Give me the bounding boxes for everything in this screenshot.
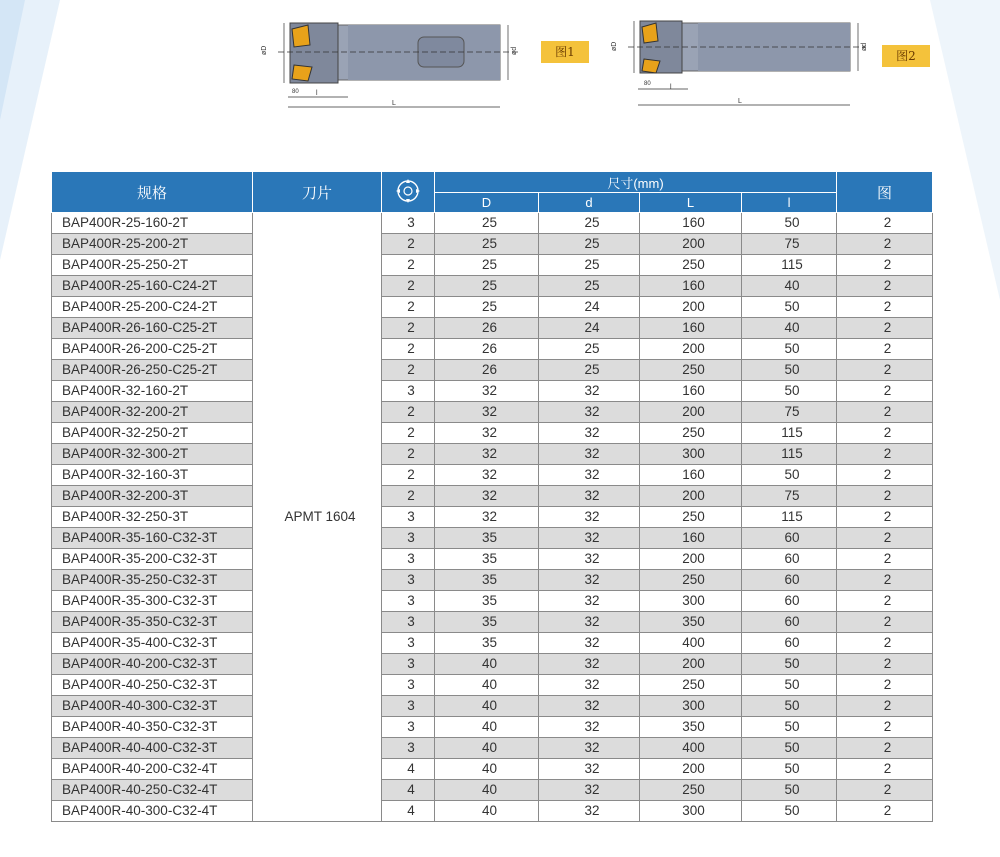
- cell-model: BAP400R-32-300-2T: [52, 444, 253, 465]
- cell-L: 400: [640, 633, 742, 654]
- cell-L: 200: [640, 759, 742, 780]
- cell-flutes: 3: [382, 381, 435, 402]
- cell-L: 160: [640, 528, 742, 549]
- header-spec: 规格: [52, 172, 253, 213]
- cell-l: 75: [742, 234, 837, 255]
- cell-figure: 2: [837, 549, 933, 570]
- cell-model: BAP400R-32-160-3T: [52, 465, 253, 486]
- cell-model: BAP400R-40-200-C32-3T: [52, 654, 253, 675]
- cell-d: 32: [539, 633, 640, 654]
- cell-d: 25: [539, 255, 640, 276]
- cell-l: 60: [742, 528, 837, 549]
- table-row: [52, 717, 933, 738]
- cell-model: BAP400R-40-250-C32-4T: [52, 780, 253, 801]
- cell-d: 25: [539, 360, 640, 381]
- cell-l: 60: [742, 612, 837, 633]
- header-dimensions: 尺寸(mm): [435, 172, 837, 193]
- flute-count-icon: [395, 178, 421, 204]
- cell-d: 32: [539, 507, 640, 528]
- cell-L: 250: [640, 507, 742, 528]
- cell-D: 25: [435, 276, 539, 297]
- cell-figure: 2: [837, 654, 933, 675]
- header-figure: 图: [837, 172, 933, 213]
- cell-flutes: 2: [382, 423, 435, 444]
- dim-d-label-2: ød: [861, 42, 868, 51]
- cell-l: 75: [742, 486, 837, 507]
- cell-figure: 2: [837, 339, 933, 360]
- cell-l: 40: [742, 276, 837, 297]
- cell-D: 35: [435, 633, 539, 654]
- table-row: [52, 255, 933, 276]
- cell-d: 32: [539, 717, 640, 738]
- cell-model: BAP400R-26-200-C25-2T: [52, 339, 253, 360]
- cell-flutes: 3: [382, 591, 435, 612]
- cell-L: 250: [640, 780, 742, 801]
- cell-l: 115: [742, 507, 837, 528]
- cell-l: 50: [742, 213, 837, 234]
- cell-flutes: 2: [382, 276, 435, 297]
- cell-model: BAP400R-40-200-C32-4T: [52, 759, 253, 780]
- cell-D: 40: [435, 654, 539, 675]
- cell-figure: 2: [837, 507, 933, 528]
- cell-L: 200: [640, 339, 742, 360]
- cell-d: 25: [539, 234, 640, 255]
- cell-d: 32: [539, 486, 640, 507]
- cell-L: 250: [640, 360, 742, 381]
- cell-d: 25: [539, 339, 640, 360]
- cell-D: 26: [435, 318, 539, 339]
- cell-model: BAP400R-40-300-C32-3T: [52, 696, 253, 717]
- cell-flutes: 2: [382, 297, 435, 318]
- dim-L-label: L: [392, 100, 396, 107]
- table-row: [52, 507, 933, 528]
- cell-model: BAP400R-32-250-3T: [52, 507, 253, 528]
- header-flutes: [382, 172, 435, 213]
- cell-l: 60: [742, 591, 837, 612]
- cell-figure: 2: [837, 465, 933, 486]
- cell-L: 200: [640, 402, 742, 423]
- table-row: [52, 360, 933, 381]
- cell-l: 50: [742, 675, 837, 696]
- table-row: [52, 696, 933, 717]
- figure-2-label: 图2: [882, 45, 930, 67]
- cell-l: 75: [742, 402, 837, 423]
- table-row: [52, 780, 933, 801]
- header-d: d: [539, 193, 640, 213]
- cell-model: BAP400R-40-300-C32-4T: [52, 801, 253, 822]
- table-row: [52, 339, 933, 360]
- cell-d: 25: [539, 276, 640, 297]
- cell-L: 160: [640, 213, 742, 234]
- cell-D: 32: [435, 402, 539, 423]
- dim-D-label-2: øD: [611, 41, 618, 51]
- cell-D: 32: [435, 507, 539, 528]
- cell-d: 24: [539, 297, 640, 318]
- cell-flutes: 2: [382, 465, 435, 486]
- cell-flutes: 3: [382, 696, 435, 717]
- cell-flutes: 2: [382, 402, 435, 423]
- cell-d: 32: [539, 801, 640, 822]
- spec-table: [51, 171, 933, 822]
- cell-l: 50: [742, 339, 837, 360]
- table-row: [52, 528, 933, 549]
- table-row: [52, 801, 933, 822]
- cell-L: 300: [640, 591, 742, 612]
- cell-L: 300: [640, 696, 742, 717]
- cell-figure: 2: [837, 402, 933, 423]
- cell-model: BAP400R-26-250-C25-2T: [52, 360, 253, 381]
- cell-model: BAP400R-32-250-2T: [52, 423, 253, 444]
- cell-figure: 2: [837, 381, 933, 402]
- cell-figure: 2: [837, 360, 933, 381]
- cell-L: 400: [640, 738, 742, 759]
- spec-table-body: [52, 213, 933, 822]
- cell-D: 32: [435, 423, 539, 444]
- cell-model: BAP400R-32-200-2T: [52, 402, 253, 423]
- cell-l: 50: [742, 759, 837, 780]
- header-l: l: [742, 193, 837, 213]
- header-L: L: [640, 193, 742, 213]
- cell-L: 200: [640, 486, 742, 507]
- cell-L: 250: [640, 675, 742, 696]
- cell-figure: 2: [837, 213, 933, 234]
- cell-L: 300: [640, 444, 742, 465]
- cell-figure: 2: [837, 759, 933, 780]
- cell-L: 350: [640, 612, 742, 633]
- dim-80-label-2: 80: [644, 81, 651, 87]
- cell-D: 25: [435, 213, 539, 234]
- cell-D: 32: [435, 444, 539, 465]
- table-row: [52, 633, 933, 654]
- cell-d: 32: [539, 402, 640, 423]
- cell-D: 32: [435, 465, 539, 486]
- dim-80-label: 80: [292, 89, 299, 95]
- table-row: [52, 675, 933, 696]
- cell-l: 50: [742, 654, 837, 675]
- header-D: D: [435, 193, 539, 213]
- cell-D: 32: [435, 486, 539, 507]
- cell-L: 160: [640, 465, 742, 486]
- cell-d: 32: [539, 549, 640, 570]
- cell-model: BAP400R-40-350-C32-3T: [52, 717, 253, 738]
- cell-flutes: 3: [382, 675, 435, 696]
- cell-L: 160: [640, 276, 742, 297]
- cell-figure: 2: [837, 423, 933, 444]
- cell-flutes: 3: [382, 528, 435, 549]
- cell-figure: 2: [837, 717, 933, 738]
- table-row: [52, 570, 933, 591]
- cell-D: 40: [435, 738, 539, 759]
- cell-l: 50: [742, 801, 837, 822]
- cell-L: 250: [640, 255, 742, 276]
- cell-flutes: 3: [382, 633, 435, 654]
- cell-D: 35: [435, 570, 539, 591]
- cell-d: 32: [539, 738, 640, 759]
- cell-L: 250: [640, 423, 742, 444]
- table-row: [52, 213, 933, 234]
- table-row: [52, 381, 933, 402]
- dim-d-label: ød: [511, 46, 518, 55]
- cell-figure: 2: [837, 633, 933, 654]
- cell-flutes: 3: [382, 213, 435, 234]
- cell-insert: APMT 1604: [253, 213, 382, 822]
- table-row: [52, 486, 933, 507]
- cell-model: BAP400R-32-200-3T: [52, 486, 253, 507]
- cell-d: 32: [539, 465, 640, 486]
- cell-model: BAP400R-25-200-C24-2T: [52, 297, 253, 318]
- cell-model: BAP400R-35-400-C32-3T: [52, 633, 253, 654]
- cell-flutes: 3: [382, 654, 435, 675]
- cell-d: 32: [539, 528, 640, 549]
- cell-model: BAP400R-35-250-C32-3T: [52, 570, 253, 591]
- cell-d: 32: [539, 780, 640, 801]
- cell-L: 160: [640, 381, 742, 402]
- cell-L: 160: [640, 318, 742, 339]
- cell-D: 25: [435, 255, 539, 276]
- cell-figure: 2: [837, 486, 933, 507]
- cell-l: 115: [742, 444, 837, 465]
- cell-l: 60: [742, 570, 837, 591]
- cell-d: 32: [539, 423, 640, 444]
- cell-L: 200: [640, 297, 742, 318]
- cell-d: 32: [539, 612, 640, 633]
- cell-flutes: 3: [382, 738, 435, 759]
- cell-L: 350: [640, 717, 742, 738]
- table-row: [52, 297, 933, 318]
- cell-flutes: 3: [382, 612, 435, 633]
- cell-model: BAP400R-35-200-C32-3T: [52, 549, 253, 570]
- cell-l: 50: [742, 717, 837, 738]
- cell-l: 60: [742, 633, 837, 654]
- cell-model: BAP400R-25-160-2T: [52, 213, 253, 234]
- table-row: [52, 276, 933, 297]
- cell-l: 50: [742, 696, 837, 717]
- cell-D: 40: [435, 801, 539, 822]
- table-row: [52, 423, 933, 444]
- cell-flutes: 3: [382, 549, 435, 570]
- cell-figure: 2: [837, 234, 933, 255]
- cell-d: 25: [539, 213, 640, 234]
- cell-L: 200: [640, 549, 742, 570]
- table-row: [52, 612, 933, 633]
- cell-model: BAP400R-40-250-C32-3T: [52, 675, 253, 696]
- cell-flutes: 3: [382, 570, 435, 591]
- cell-L: 300: [640, 801, 742, 822]
- cell-d: 32: [539, 591, 640, 612]
- cell-D: 25: [435, 297, 539, 318]
- cell-figure: 2: [837, 738, 933, 759]
- cell-d: 32: [539, 570, 640, 591]
- dim-l-label-2: l: [670, 84, 672, 91]
- cell-flutes: 2: [382, 444, 435, 465]
- cell-l: 115: [742, 255, 837, 276]
- cell-model: BAP400R-26-160-C25-2T: [52, 318, 253, 339]
- cell-D: 40: [435, 675, 539, 696]
- cell-model: BAP400R-35-300-C32-3T: [52, 591, 253, 612]
- cell-figure: 2: [837, 612, 933, 633]
- cell-D: 35: [435, 549, 539, 570]
- cell-figure: 2: [837, 276, 933, 297]
- cell-d: 32: [539, 381, 640, 402]
- cell-flutes: 4: [382, 759, 435, 780]
- cell-D: 40: [435, 696, 539, 717]
- cell-flutes: 2: [382, 255, 435, 276]
- cell-flutes: 2: [382, 486, 435, 507]
- cell-l: 50: [742, 465, 837, 486]
- cell-l: 50: [742, 738, 837, 759]
- cell-d: 32: [539, 675, 640, 696]
- cell-D: 35: [435, 528, 539, 549]
- cell-L: 250: [640, 570, 742, 591]
- cell-d: 32: [539, 654, 640, 675]
- cell-L: 200: [640, 234, 742, 255]
- cell-l: 50: [742, 360, 837, 381]
- cell-l: 50: [742, 297, 837, 318]
- cell-figure: 2: [837, 696, 933, 717]
- dim-D-label: øD: [261, 45, 268, 55]
- cell-figure: 2: [837, 318, 933, 339]
- cell-flutes: 4: [382, 801, 435, 822]
- table-row: [52, 234, 933, 255]
- cell-flutes: 2: [382, 360, 435, 381]
- cell-l: 60: [742, 549, 837, 570]
- cell-l: 50: [742, 780, 837, 801]
- cell-D: 25: [435, 234, 539, 255]
- table-row: [52, 444, 933, 465]
- cell-D: 26: [435, 360, 539, 381]
- table-row: [52, 738, 933, 759]
- header-insert: 刀片: [253, 172, 382, 213]
- cell-model: BAP400R-32-160-2T: [52, 381, 253, 402]
- cell-D: 40: [435, 780, 539, 801]
- cell-D: 40: [435, 759, 539, 780]
- cell-flutes: 3: [382, 507, 435, 528]
- cell-d: 32: [539, 444, 640, 465]
- cell-flutes: 2: [382, 318, 435, 339]
- cell-figure: 2: [837, 780, 933, 801]
- table-row: [52, 402, 933, 423]
- cell-l: 115: [742, 423, 837, 444]
- cell-figure: 2: [837, 528, 933, 549]
- table-row: [52, 549, 933, 570]
- cell-D: 26: [435, 339, 539, 360]
- cell-d: 32: [539, 759, 640, 780]
- table-row: [52, 654, 933, 675]
- cell-figure: 2: [837, 444, 933, 465]
- table-row: [52, 759, 933, 780]
- cell-L: 200: [640, 654, 742, 675]
- cell-figure: 2: [837, 801, 933, 822]
- cell-model: BAP400R-35-160-C32-3T: [52, 528, 253, 549]
- cell-D: 32: [435, 381, 539, 402]
- cell-flutes: 3: [382, 717, 435, 738]
- cell-figure: 2: [837, 591, 933, 612]
- cell-figure: 2: [837, 297, 933, 318]
- cell-flutes: 2: [382, 339, 435, 360]
- cell-flutes: 2: [382, 234, 435, 255]
- cell-figure: 2: [837, 570, 933, 591]
- cell-model: BAP400R-40-400-C32-3T: [52, 738, 253, 759]
- cell-D: 40: [435, 717, 539, 738]
- cell-D: 35: [435, 591, 539, 612]
- dim-L-label-2: L: [738, 98, 742, 105]
- cell-figure: 2: [837, 675, 933, 696]
- cell-flutes: 4: [382, 780, 435, 801]
- figure-1-label: 图1: [541, 41, 589, 63]
- cell-D: 35: [435, 612, 539, 633]
- cell-d: 24: [539, 318, 640, 339]
- table-row: [52, 591, 933, 612]
- cell-model: BAP400R-25-200-2T: [52, 234, 253, 255]
- cell-l: 40: [742, 318, 837, 339]
- cell-l: 50: [742, 381, 837, 402]
- cell-model: BAP400R-25-250-2T: [52, 255, 253, 276]
- dim-l-label: l: [316, 90, 318, 97]
- cell-model: BAP400R-25-160-C24-2T: [52, 276, 253, 297]
- cell-d: 32: [539, 696, 640, 717]
- cell-model: BAP400R-35-350-C32-3T: [52, 612, 253, 633]
- table-row: [52, 318, 933, 339]
- table-row: [52, 465, 933, 486]
- cell-figure: 2: [837, 255, 933, 276]
- tool-diagram-1: [258, 15, 598, 115]
